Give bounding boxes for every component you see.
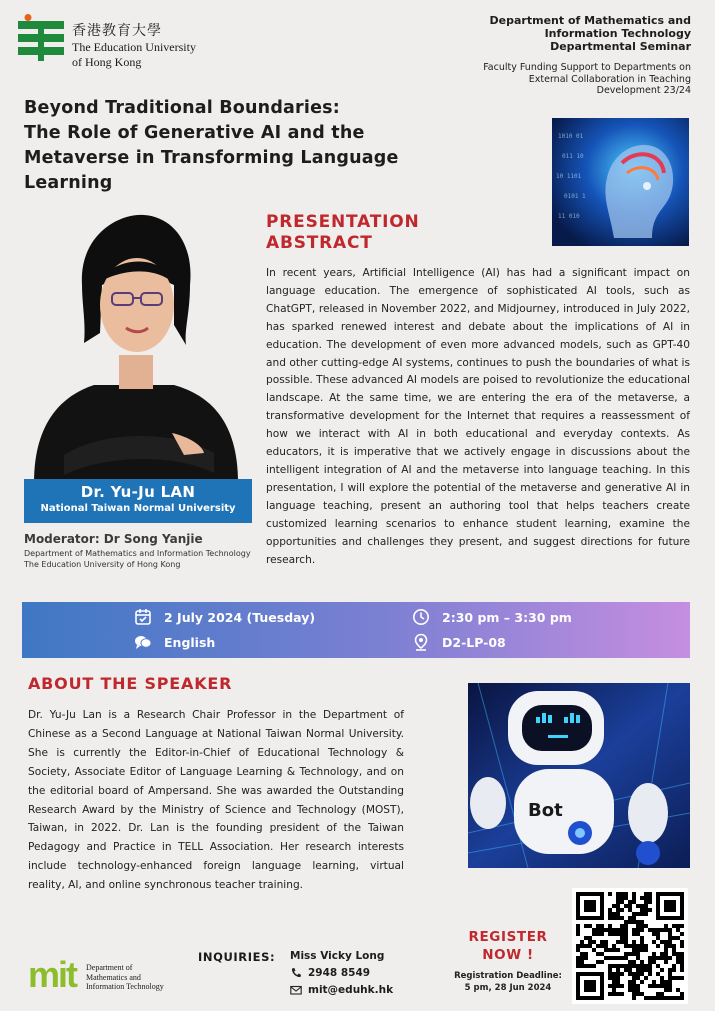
contact-phone [290, 967, 370, 979]
mit-dept-1: Department of [86, 963, 133, 972]
phone-icon [290, 967, 302, 979]
dept-line-3: Departmental Seminar [550, 40, 691, 53]
university-name-en-1: The Education University [72, 40, 196, 54]
event-date [134, 608, 315, 626]
seminar-title [24, 96, 514, 196]
university-name-cn: 香港教育大學 [72, 24, 162, 39]
abstract-heading-2: ABSTRACT [266, 233, 373, 253]
deadline-date: 5 pm, 28 Jun 2024 [464, 983, 552, 993]
mit-dept-2: Mathematics and [86, 972, 141, 982]
department-header [451, 14, 691, 53]
ai-head-image [552, 118, 689, 246]
event-venue [412, 633, 506, 651]
event-language-text: English [164, 634, 216, 650]
event-venue-text: D2-LP-08 [442, 634, 506, 650]
calendar-icon [134, 608, 152, 626]
register-line-2[interactable]: NOW ! [482, 947, 534, 963]
title-line-3: Metaverse in Transforming Language [24, 148, 399, 168]
contact-phone-text: 2948 8549 [308, 967, 371, 979]
event-time-text: 2:30 pm – 3:30 pm [442, 609, 572, 625]
contact-email[interactable] [290, 984, 393, 996]
speaker-photo [24, 205, 246, 483]
abstract-text: In recent years, Artificial Intelligence (AI) has had a significant impact on language education. The emergence of sophisticated AI tools, such as ChatGPT, released in November 2022, and Midjourney, introduced in July 2022, has sparked renewed interest and debate about the implications of AI in education. The development of even more advanced models, such as GPT-40 and other cutting-edge AI systems, continues to push the boundaries of what is possible. These advanced AI models are poised to revolutionize the educational landscape. At the same time, we are entering the era of the metaverse, a transformative development for the Internet that requires a reassessment of how we interact with AI in both educational and everyday contexts. As educators, it is imperative that we actively engage in discussions about the intelligent integration of AI and the metaverse into language teaching. In this presentation, I will explore the potential of the metaverse and generative AI in language teaching, present an authoring tool that helps teachers create customized learning scenarios to enhance student learning, examine the opportunities and challenges they present, and suggest directions for future research. [266, 267, 690, 566]
deadline-label: Registration Deadline: [454, 971, 562, 981]
mit-letters: mit [28, 954, 76, 995]
svg-text:1010 01: 1010 01 [558, 133, 584, 140]
event-time [412, 608, 572, 626]
svg-text:10 1101: 10 1101 [556, 173, 582, 180]
about-heading: ABOUT THE SPEAKER [28, 674, 233, 693]
abstract-heading-1: PRESENTATION [266, 212, 420, 232]
eduhk-logo-icon [18, 14, 64, 64]
title-line-2: The Role of Generative AI and the [24, 123, 365, 143]
funding-note [431, 62, 691, 97]
speech-bubbles-icon [134, 633, 152, 651]
moderator-affiliation [24, 549, 251, 570]
event-language [134, 633, 215, 651]
robot-label: Bot [528, 800, 563, 821]
svg-text:11 010: 11 010 [558, 213, 580, 220]
event-info-bar [22, 602, 690, 658]
funding-line-1: Faculty Funding Support to Departments on [483, 62, 691, 73]
envelope-icon [290, 984, 302, 996]
registration-deadline [452, 970, 564, 994]
about-text: Dr. Yu-Ju Lan is a Research Chair Professor in the Department of Chinese as a Second Language at National Taiwan Normal University. She is currently the Editor-in-Chief of Educational Technology & Society, Associate Editor of Language Learning & Technology, and on the editorial board of Ampersand. She was awarded the Outstanding Research Award by the Ministry of Science and Technology (MOST), Taiwan, in 2022. Dr. Lan is the founding president of the Taiwan Pedagogy and Practice in TELL Association. Her research interests include technology-enhanced foreign language learning, virtual reality, AI, and online synchronous teacher training. [28, 709, 404, 892]
mit-dept-name [86, 963, 164, 992]
title-line-4: Learning [24, 173, 113, 193]
register-line-1[interactable]: REGISTER [468, 929, 548, 945]
mit-dept-3: Information Technology [86, 982, 164, 991]
inquiries-label: INQUIRIES: [198, 950, 276, 964]
event-date-text: 2 July 2024 (Tuesday) [164, 609, 316, 625]
dept-line-2: Information Technology [544, 27, 691, 40]
location-pin-icon [412, 633, 430, 651]
moderator-label: Moderator: Dr Song Yanjie [24, 532, 203, 546]
mit-department-logo [28, 954, 200, 1000]
moderator-dept-2: The Education University of Hong Kong [24, 559, 181, 569]
clock-icon [412, 608, 430, 626]
registration-qr-code[interactable] [572, 888, 688, 1004]
contact-email-text[interactable]: mit@eduhk.hk [308, 984, 394, 996]
dept-line-1: Department of Mathematics and [489, 14, 691, 27]
robot-image [468, 683, 690, 868]
title-line-1: Beyond Traditional Boundaries: [24, 98, 340, 118]
university-name [72, 20, 196, 70]
speaker-university: National Taiwan Normal University [40, 503, 236, 514]
moderator-dept-1: Department of Mathematics and Information Technology [24, 549, 251, 558]
svg-text:0101 1: 0101 1 [564, 193, 586, 200]
svg-text:011 10: 011 10 [562, 153, 584, 160]
abstract-heading [266, 212, 420, 254]
register-now[interactable] [452, 928, 564, 964]
funding-line-2: External Collaboration in Teaching [528, 73, 691, 85]
speaker-name: Dr. Yu-Ju LAN [80, 483, 196, 501]
university-name-en-2: of Hong Kong [72, 55, 142, 69]
funding-line-3: Development 23/24 [596, 85, 691, 96]
speaker-name-box [24, 479, 252, 523]
contact-name: Miss Vicky Long [290, 950, 385, 962]
